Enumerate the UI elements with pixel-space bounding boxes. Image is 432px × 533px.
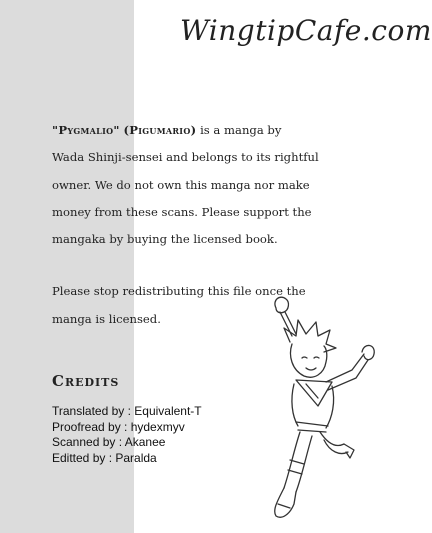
notice-line: Please stop redistributing this file once the (52, 284, 306, 299)
site-logo: WingtipCafe.com (180, 14, 432, 47)
credit-editor: Editted by : Paralda (52, 450, 157, 465)
notice-line: mangaka by buying the licensed book. (52, 232, 278, 247)
notice-line: money from these scans. Please support the (52, 204, 312, 219)
notice-line: owner. We do not own this manga nor make (52, 177, 310, 192)
notice-line: Wada Shinji-sensei and belongs to its rightful (52, 150, 319, 165)
manga-title-romaji: (Pigumario) (123, 123, 197, 137)
credit-proofreader: Proofread by : hydexmyv (52, 419, 185, 434)
credits-heading: Credits (52, 372, 120, 390)
notice-line: manga is licensed. (52, 311, 161, 326)
credits-list (52, 404, 202, 466)
credit-scanner: Scanned by : Akanee (52, 435, 166, 450)
leaping-boy-sketch-icon (232, 290, 382, 525)
notice-paragraph-1 (52, 117, 352, 253)
notice-line: is a manga by (196, 123, 282, 137)
credit-translator: Translated by : Equivalent-T (52, 404, 202, 418)
manga-title: "Pygmalio" (52, 123, 120, 137)
